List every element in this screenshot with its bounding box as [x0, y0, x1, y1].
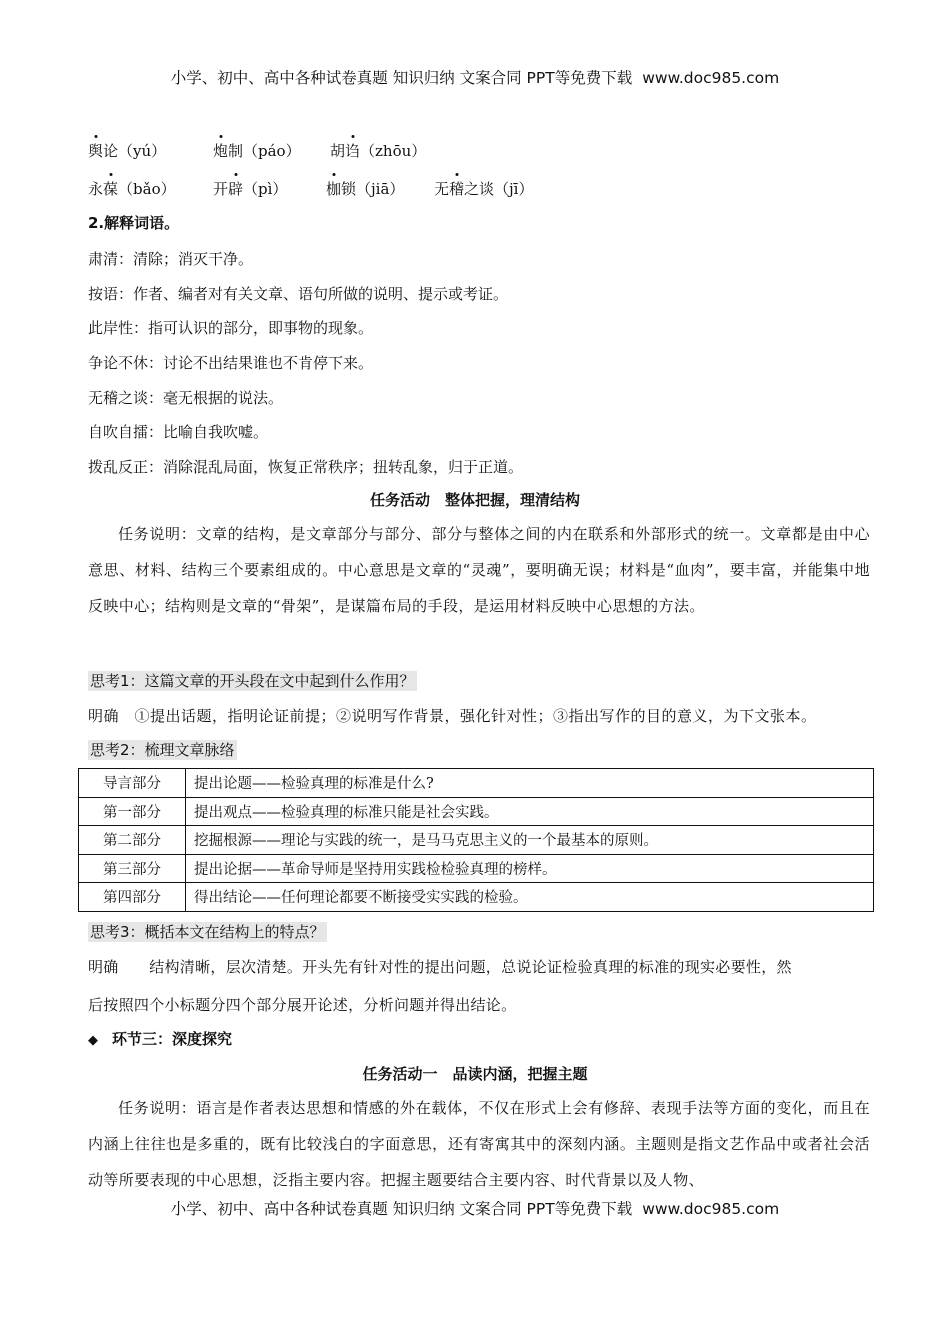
answer-1: 明确 ①提出话题，指明论证前提；②说明写作背景，强化针对性；③指出写作的目的意义，为下文张本。 — [88, 707, 817, 725]
page-footer — [0, 1197, 950, 1219]
table-cell-part: 第三部分 — [79, 854, 186, 883]
task-description: 任务说明：文章的结构，是文章部分与部分、部分与整体之间的内在联系和外部形式的统一。文章都是由中心意思、材料、结构三个要素组成的。中心意思是文章的“灵魂”，要明确无误；材料是“血肉”，要丰富，并能集中地反映中心；结构则是文章的“骨架”，是谋篇布局的手段，是运用材料反映中心思想的方法。 — [88, 525, 870, 615]
table-row — [79, 826, 874, 855]
pinyin-row-1 — [88, 140, 788, 160]
header-text: 小学、初中、高中各种试卷真题 知识归纳 文案合同 PPT等免费下载 — [170, 69, 633, 87]
table-row — [79, 769, 874, 798]
table-cell-part: 导言部分 — [79, 769, 186, 798]
definition-item: 此岸性：指可认识的部分，即事物的现象。 — [88, 319, 374, 337]
definition-item: 拨乱反正：消除混乱局面，恢复正常秩序；扭转乱象，归于正道。 — [88, 458, 524, 476]
header-url[interactable]: www.doc985.com — [642, 69, 780, 87]
pinyin-row-2 — [88, 178, 788, 198]
table-cell-part: 第二部分 — [79, 826, 186, 855]
task-title: 任务活动 整体把握，理清结构 — [369, 491, 580, 509]
pinyin-item: 永葆（bǎo） — [88, 180, 176, 198]
table-cell-part: 第一部分 — [79, 797, 186, 826]
question-3 — [88, 921, 327, 942]
task-description: 任务说明：语言是作者表达思想和情感的外在载体，不仅在形式上会有修辞、表现手法等方面的变化，而且在内涵上往往也是多重的，既有比较浅白的字面意思，还有寄寓其中的深刻内涵。主题则是指文艺作品中或者社会活动等所要表现的中心思想，泛指主要内容。把握主题要结合主要内容、时代背景以及人物、 — [88, 1099, 870, 1189]
table-cell-content: 得出结论——任何理论都要不断接受实实践的检验。 — [186, 883, 874, 912]
table-cell-part: 第四部分 — [79, 883, 186, 912]
footer-text: 小学、初中、高中各种试卷真题 知识归纳 文案合同 PPT等免费下载 — [170, 1200, 633, 1218]
question-1 — [88, 670, 417, 691]
answer-3-line-1: 明确 结构清晰，层次清楚。开头先有针对性的提出问题，总说论证检验真理的标准的现实必要性，然 — [88, 958, 792, 976]
definition-item: 无稽之谈：毫无根据的说法。 — [88, 389, 284, 407]
pinyin-item: 无稽之谈（jī） — [434, 180, 534, 198]
pinyin-item: 开辟（pì） — [213, 180, 288, 198]
table-row — [79, 797, 874, 826]
section-title: 2.解释词语。 — [88, 214, 180, 232]
section-heading — [88, 1028, 232, 1049]
answer-3-line-2: 后按照四个小标题分四个部分展开论述，分析问题并得出结论。 — [88, 996, 517, 1014]
pinyin-item: 舆论（yú） — [88, 142, 167, 160]
table-cell-content: 提出观点——检验真理的标准只能是社会实践。 — [186, 797, 874, 826]
diamond-bullet-icon: ◆ — [88, 1033, 98, 1048]
definition-item: 自吹自擂：比喻自我吹嘘。 — [88, 423, 269, 441]
definition-item: 争论不休：讨论不出结果谁也不肯停下来。 — [88, 354, 374, 372]
question-2-text: 思考2：梳理文章脉络 — [90, 741, 235, 759]
table-row — [79, 854, 874, 883]
definition-item: 按语：作者、编者对有关文章、语句所做的说明、提示或考证。 — [88, 285, 509, 303]
table-row — [79, 883, 874, 912]
question-1-text: 思考1：这篇文章的开头段在文中起到什么作用？ — [90, 672, 415, 690]
table-cell-content: 提出论题——检验真理的标准是什么? — [186, 769, 874, 798]
question-2 — [88, 739, 237, 760]
table-cell-content: 提出论据——革命导师是坚持用实践检检验真理的榜样。 — [186, 854, 874, 883]
definition-item: 肃清：清除；消灭干净。 — [88, 250, 254, 268]
pinyin-item: 枷锁（jiā） — [326, 180, 405, 198]
structure-table — [78, 768, 874, 912]
page-header — [0, 66, 950, 88]
task-title: 任务活动一 品读内涵，把握主题 — [362, 1065, 588, 1083]
section-heading-text: 环节三：深度探究 — [112, 1030, 233, 1048]
footer-url[interactable]: www.doc985.com — [642, 1200, 780, 1218]
question-3-text: 思考3：概括本文在结构上的特点？ — [90, 923, 325, 941]
table-cell-content: 挖掘根源——理论与实践的统一，是马马克思主义的一个最基本的原则。 — [186, 826, 874, 855]
pinyin-item: 炮制（páo） — [213, 142, 301, 160]
pinyin-item: 胡诌（zhōu） — [330, 142, 427, 160]
